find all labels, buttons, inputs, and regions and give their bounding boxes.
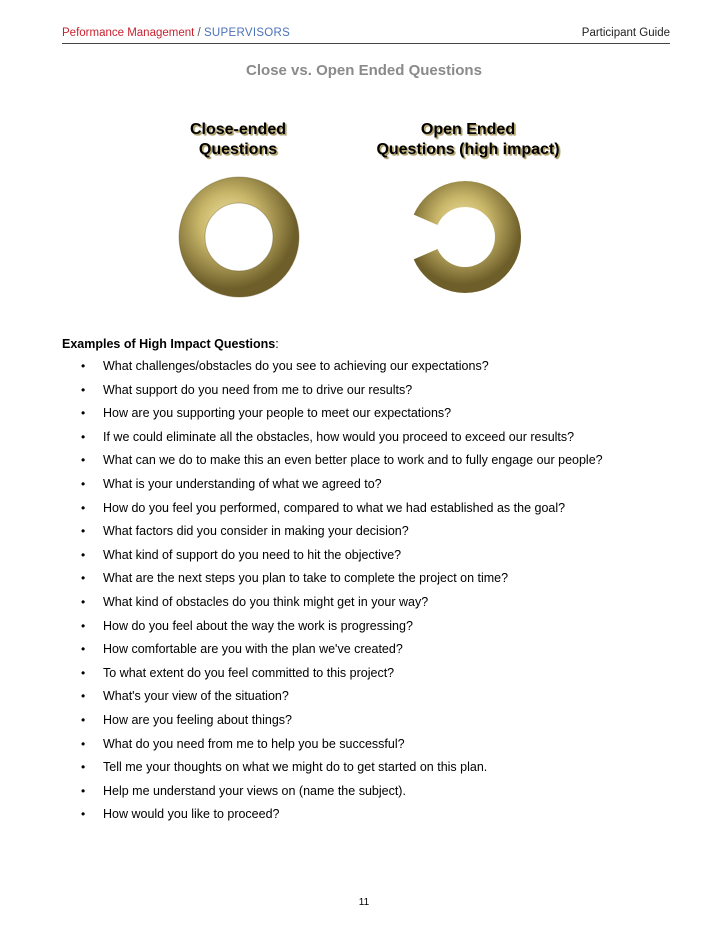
- open-label-line2: Questions (high impact): [376, 141, 560, 158]
- question-text: What support do you need from me to drive our results?: [103, 382, 413, 397]
- question-item: [62, 381, 670, 405]
- question-text: What factors did you consider in making your decision?: [103, 524, 409, 539]
- bullet-icon: •: [81, 760, 86, 775]
- question-text: What do you need from me to help you be successful?: [103, 736, 405, 751]
- page-title: Close vs. Open Ended Questions: [246, 62, 482, 79]
- question-item: [62, 451, 670, 475]
- question-item: [62, 687, 670, 711]
- brand-primary: Peformance Management: [62, 27, 195, 39]
- bullet-icon: •: [81, 689, 86, 704]
- question-item: [62, 593, 670, 617]
- section-heading-text: Examples of High Impact Questions: [62, 337, 276, 351]
- bullet-icon: •: [81, 571, 86, 586]
- closed-label-line2: Questions: [198, 141, 278, 158]
- question-text: How do you feel about the way the work is progressing?: [103, 618, 413, 633]
- question-item: [62, 805, 670, 829]
- open-label-line1: Open Ended: [420, 121, 516, 138]
- question-item: [62, 711, 670, 735]
- bullet-icon: •: [81, 807, 86, 822]
- question-text: How comfortable are you with the plan we've created?: [103, 642, 403, 657]
- question-item: [62, 735, 670, 759]
- question-text: What's your view of the situation?: [103, 689, 289, 704]
- bullet-icon: •: [81, 524, 86, 539]
- open-questions-label: [358, 120, 578, 160]
- bullet-icon: •: [81, 642, 86, 657]
- open-ring-icon: [400, 172, 530, 302]
- closed-ring-icon: [174, 172, 304, 302]
- bullet-icon: •: [81, 618, 86, 633]
- question-text: Tell me your thoughts on what we might do to get started on this plan.: [103, 760, 488, 775]
- question-item: [62, 404, 670, 428]
- page-number: 11: [358, 897, 370, 908]
- closed-questions-label: [158, 120, 318, 160]
- closed-label-line1: Close-ended: [189, 121, 286, 138]
- guide-label: Participant Guide: [581, 27, 670, 39]
- bullet-icon: •: [81, 500, 86, 515]
- question-item: [62, 357, 670, 381]
- header-rule: [62, 43, 670, 44]
- question-text: How would you like to proceed?: [103, 807, 280, 822]
- bullet-icon: •: [81, 359, 86, 373]
- section-heading: [62, 336, 279, 352]
- question-text: What are the next steps you plan to take to complete the project on time?: [103, 571, 509, 586]
- brand-secondary: SUPERVISORS: [203, 27, 291, 39]
- question-item: [62, 640, 670, 664]
- question-text: What kind of support do you need to hit the objective?: [103, 547, 402, 562]
- question-item: [62, 475, 670, 499]
- bullet-icon: •: [81, 476, 86, 491]
- bullet-icon: •: [81, 736, 86, 751]
- question-item: [62, 499, 670, 523]
- section-heading-colon: :: [275, 337, 279, 351]
- question-item: [62, 664, 670, 688]
- question-item: [62, 617, 670, 641]
- bullet-icon: •: [81, 547, 86, 562]
- question-text: To what extent do you feel committed to this project?: [103, 665, 395, 680]
- question-text: How do you feel you performed, compared to what we had established as the goal?: [103, 500, 566, 515]
- question-text: What challenges/obstacles do you see to achieving our expectations?: [103, 359, 489, 373]
- header-brand: [62, 26, 290, 40]
- bullet-icon: •: [81, 382, 86, 397]
- question-text: What is your understanding of what we agreed to?: [103, 476, 382, 491]
- bullet-icon: •: [81, 665, 86, 680]
- bullet-icon: •: [81, 429, 86, 444]
- question-item: [62, 428, 670, 452]
- bullet-icon: •: [81, 594, 86, 609]
- page-header: [62, 26, 670, 42]
- question-item: [62, 522, 670, 546]
- question-text: If we could eliminate all the obstacles, how would you proceed to exceed our results?: [103, 429, 575, 444]
- question-text: How are you feeling about things?: [103, 712, 293, 727]
- question-item: [62, 569, 670, 593]
- question-item: [62, 546, 670, 570]
- bullet-icon: •: [81, 453, 86, 468]
- question-item: [62, 782, 670, 806]
- question-text: Help me understand your views on (name the subject).: [103, 783, 406, 798]
- bullet-icon: •: [81, 406, 86, 421]
- bullet-icon: •: [81, 783, 86, 798]
- question-list: [62, 357, 670, 829]
- question-text: What can we do to make this an even better place to work and to fully engage our people?: [103, 453, 603, 468]
- question-text: How are you supporting your people to meet our expectations?: [103, 406, 452, 421]
- question-text: What kind of obstacles do you think might get in your way?: [103, 594, 429, 609]
- bullet-icon: •: [81, 712, 86, 727]
- question-item: [62, 758, 670, 782]
- brand-separator: /: [197, 27, 201, 39]
